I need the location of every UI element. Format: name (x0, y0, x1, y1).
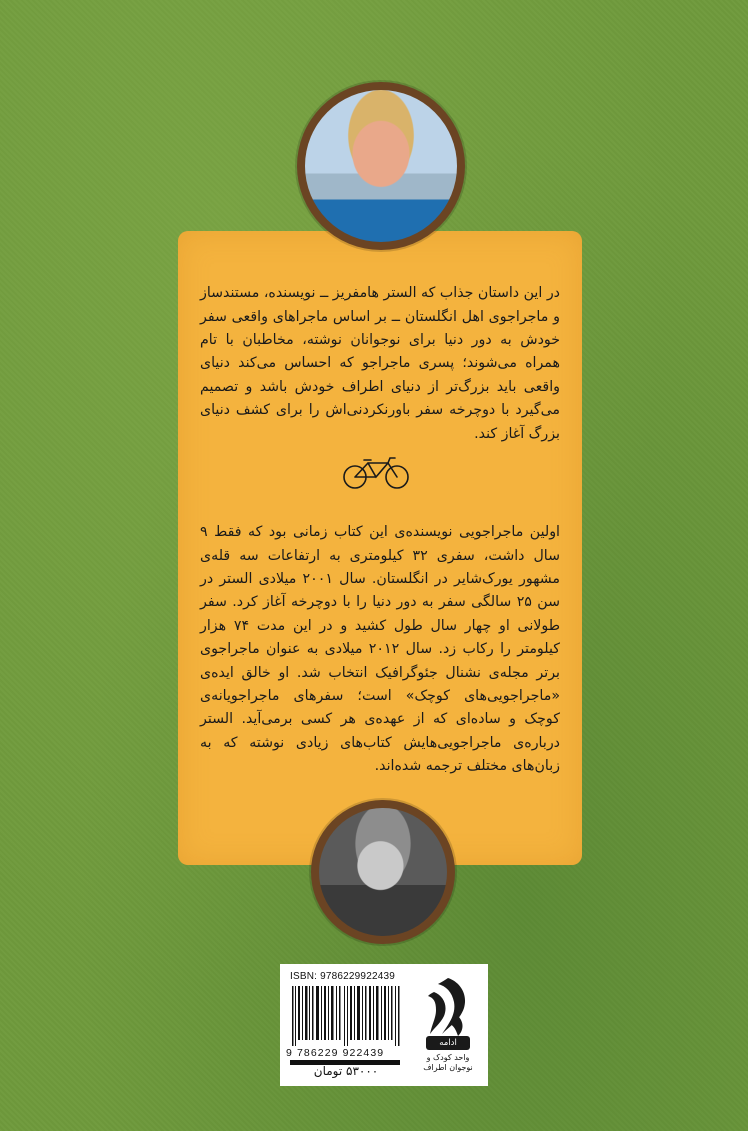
author-bio-paragraph: اولین ماجراجویی نویسنده‌ی این کتاب زمانی بود که فقط ۹ سال داشت، سفری ۳۲ کیلومتری به ارتفاعات سه قله‌ی مشهور یورک‌شایر در انگلستان. سال ۲۰۰۱ میلادی الستر در سن ۲۵ سالگی سفر به دور دنیا را با دوچرخه آغاز کرد. سفر طولانی او چهار سال طول کشید و در این مدت ۷۴ هزار کیلومتر را رکاب زد. سال ۲۰۱۲ میلادی به عنوان ماجراجوی برتر مجله‌ی نشنال جئوگرافیک انتخاب شد. او خالق ایده‌ی «ماجراجویی‌های کوچک» است؛ سفرهای ماجراجویانه‌ی کوچک و ساده‌ای که از عهده‌ی هر کسی برمی‌آید. الستر درباره‌ی ماجراجویی‌هایش کتاب‌های زیادی نوشته که به زبان‌های مختلف ترجمه شده‌اند. (200, 524, 561, 775)
price-label: ۵۳۰۰۰ تومان (313, 1064, 379, 1078)
isbn-digits: 9 786229 922439 (286, 1047, 385, 1059)
barcode-panel (280, 964, 488, 1086)
bicycle-icon (340, 455, 412, 491)
author-adult-portrait (297, 82, 465, 250)
synopsis-paragraph: در این داستان جذاب که الستر هامفریز ــ نویسنده، مستندساز و ماجراجوی اهل انگلستان ــ بر اساس ماجراهای واقعی سفر خودش به دور دنیا برای نوجوانان نوشته، مخاطبان با تام همراه می‌شوند؛ پسری ماجراجو که احساس می‌کند دنیای واقعی باید بزرگ‌تر از دنیای اطراف خودش باشد و تصمیم می‌گیرد با دوچرخه سفر باورنکردنی‌اش را برای کشف دنیای بزرگ آغاز کند. (200, 285, 560, 442)
publisher-line-1: واحد کودک و (426, 1053, 470, 1062)
author-adult-photo (305, 90, 457, 242)
publisher-logo-label: ادامه (426, 1036, 470, 1050)
publisher-line-2: نوجوان اطراف (423, 1063, 473, 1072)
isbn-label: ISBN: 9786229922439 (290, 971, 395, 982)
author-child-portrait (311, 800, 455, 944)
author-child-photo (319, 808, 447, 936)
barcode-image (290, 986, 402, 1046)
publisher-name (408, 1053, 488, 1073)
